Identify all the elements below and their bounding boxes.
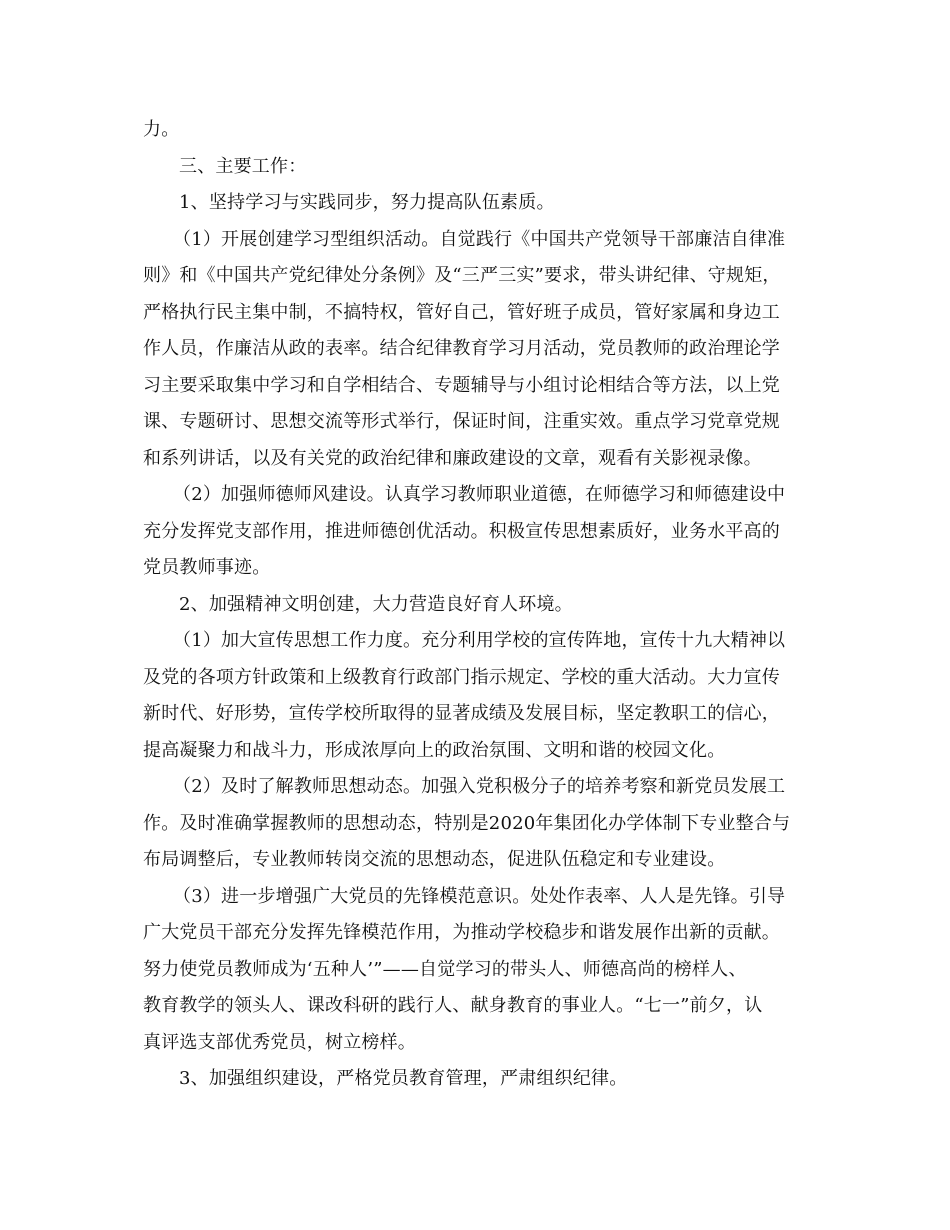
paragraph-line: （2）加强师德师风建设。认真学习教师职业道德，在师德学习和师德建设中 [173, 484, 786, 505]
paragraph-line: 作。及时准确掌握教师的思想动态，特别是2020年集团化办学体制下专业整合与 [143, 812, 791, 834]
paragraph-line: 党员教师事迹。 [143, 557, 271, 578]
paragraph-line: 布局调整后，专业教师转岗交流的思想动态，促进队伍稳定和专业建设。 [143, 849, 726, 870]
subsection-heading: 2、加强精神文明创建，大力营造良好育人环境。 [179, 593, 573, 615]
paragraph-line: 及党的各项方针政策和上级教育行政部门指示规定、学校的重大活动。大力宣传 [143, 666, 780, 688]
paragraph-line: 课、专题研讨、思想交流等形式举行，保证时间，注重实效。重点学习党章党规 [143, 411, 780, 432]
paragraph-line: 和系列讲话，以及有关党的政治纪律和廉政建设的文章，观看有关影视录像。 [143, 447, 762, 469]
paragraph-line: 提高凝聚力和战斗力，形成浓厚向上的政治氛围、文明和谐的校园文化。 [143, 739, 726, 761]
section-heading: 三、主要工作： [179, 155, 307, 177]
paragraph-line: 则》和《中国共产党纪律处分条例》及“三严三实”要求，带头讲纪律、守规矩， [143, 265, 781, 286]
paragraph-line: 习主要采取集中学习和自学相结合、专题辅导与小组讨论相结合等方法，以上党 [143, 374, 780, 396]
subsection-heading: 1、坚持学习与实践同步，努力提高队伍素质。 [179, 192, 555, 213]
paragraph-line: （2）及时了解教师思想动态。加强入党积极分子的培养考察和新党员发展工 [173, 776, 786, 797]
paragraph-line: 真评选支部优秀党员，树立榜样。 [143, 1031, 416, 1053]
paragraph-line: 新时代、好形势，宣传学校所取得的显著成绩及发展目标，坚定教职工的信心， [143, 703, 780, 724]
paragraph-line: （1）加大宣传思想工作力度。充分利用学校的宣传阵地，宣传十九大精神以 [173, 630, 786, 651]
subsection-heading: 3、加强组织建设，严格党员教育管理，严肃组织纪律。 [179, 1068, 628, 1089]
paragraph-line: 广大党员干部充分发挥先锋模范作用，为推动学校稳步和谐发展作出新的贡献。 [143, 922, 780, 943]
document-body [143, 112, 808, 1098]
paragraph-line: 严格执行民主集中制，不搞特权，管好自己，管好班子成员，管好家属和身边工 [143, 301, 780, 323]
paragraph-line: 努力使党员教师成为‘五种人’”——自觉学习的带头人、师德高尚的榜样人、 [143, 958, 747, 980]
paragraph-line: 教育教学的领头人、课改科研的践行人、献身教育的事业人。“七一”前夕，认 [143, 995, 763, 1016]
paragraph-line: （1）开展创建学习型组织活动。自觉践行《中国共产党领导干部廉洁自律准 [173, 228, 786, 250]
paragraph-line: 作人员，作廉洁从政的表率。结合纪律教育学习月活动，党员教师的政治理论学 [143, 338, 780, 359]
paragraph-line: （3）进一步增强广大党员的先锋模范意识。处处作表率、人人是先锋。引导 [173, 885, 786, 907]
paragraph-line: 充分发挥党支部作用，推进师德创优活动。积极宣传思想素质好，业务水平高的 [143, 520, 780, 542]
text-line: 力。 [143, 119, 180, 140]
